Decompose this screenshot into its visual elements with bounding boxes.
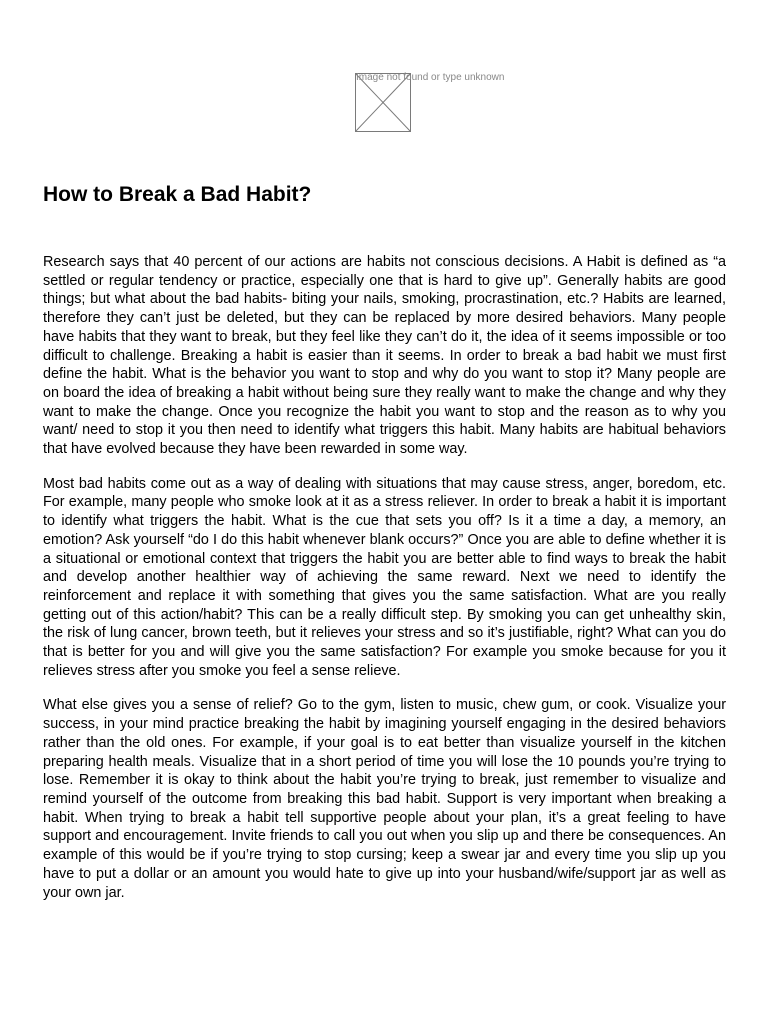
paragraph-3: What else gives you a sense of relief? Go to the gym, listen to music, chew gum, or cook. Visualize your success, in your mind practice breaking the habit by imagining yourself engaging in the desired behaviors rather than the old ones. For example, if your goal is to eat better than visualize yourself in the kitchen preparing health meals. Visualize that in a short period of time you will lose the 10 pounds you’re trying to lose. Remember it is okay to think about the habit you’re trying to break, just remember to visualize and remind yourself of the outcome from breaking this bad habit. Support is very important when breaking a habit. When trying to break a habit tell supportive people about your plan, it’s a great feeling to have support and encouragement. Invite friends to call you out when you slip up and there be consequences. An example of this would be if you’re trying to stop cursing; keep a swear jar and every time you slip up you have to put a dollar or an amount you would hate to give up into your husband/wife/support jar as well as your own jar. bbox=[43, 697, 726, 901]
image-alt-text: Image not found or type unknown bbox=[356, 72, 505, 83]
paragraph-1: Research says that 40 percent of our actions are habits not conscious decisions. A Habit is defined as “a settled or regular tendency or practice, especially one that is hard to give up”. Generally habits are good things; but what about the bad habits- biting your nails, smoking, procrastination, etc.? Habits are learned, therefore they can’t just be deleted, but they can be replaced by more desired behaviors. Many people have habits that they want to break, but they feel like they can’t do it, the idea of it seems impossible or too difficult to challenge. Breaking a habit is easier than it seems. In order to break a bad habit we must first define the habit. What is the behavior you want to stop and why do you want to stop it? Many people are on board the idea of breaking a habit without being sure they really want to make the change and why they want to make the change. Once you recognize the habit you want to stop and the reason as to why you want/ need to stop it you then need to identify what triggers this habit. Many habits are habitual behaviors that have evolved because they have been rewarded in some way. bbox=[43, 254, 726, 458]
paragraph-2: Most bad habits come out as a way of dealing with situations that may cause stress, anger, boredom, etc. For example, many people who smoke look at it as a stress reliever. In order to break a habit it is important to identify what triggers the habit. What is the cue that sets you off? Is it a time a day, a memory, an emotion? Ask yourself “do I do this habit whenever blank occurs?” Once you are able to define whether it is a situational or emotional context that triggers the habit you are better able to find ways to break the habit and develop another healthier way of achieving the same reward. Next we need to identify the reinforcement and replace it with something that gives you the same satisfaction. What are you really getting out of this action/habit? This can be a really difficult step. By smoking you can get unhealthy skin, the risk of lung cancer, brown teeth, but it relieves your stress and so it’s justifiable, right? What can you do that is better for you and will give you the same satisfaction? For example you smoke because for you it relieves stress after you smoke you feel a sense relieve. bbox=[43, 475, 726, 679]
article-body bbox=[43, 253, 726, 918]
page-title: How to Break a Bad Habit? bbox=[43, 183, 312, 206]
